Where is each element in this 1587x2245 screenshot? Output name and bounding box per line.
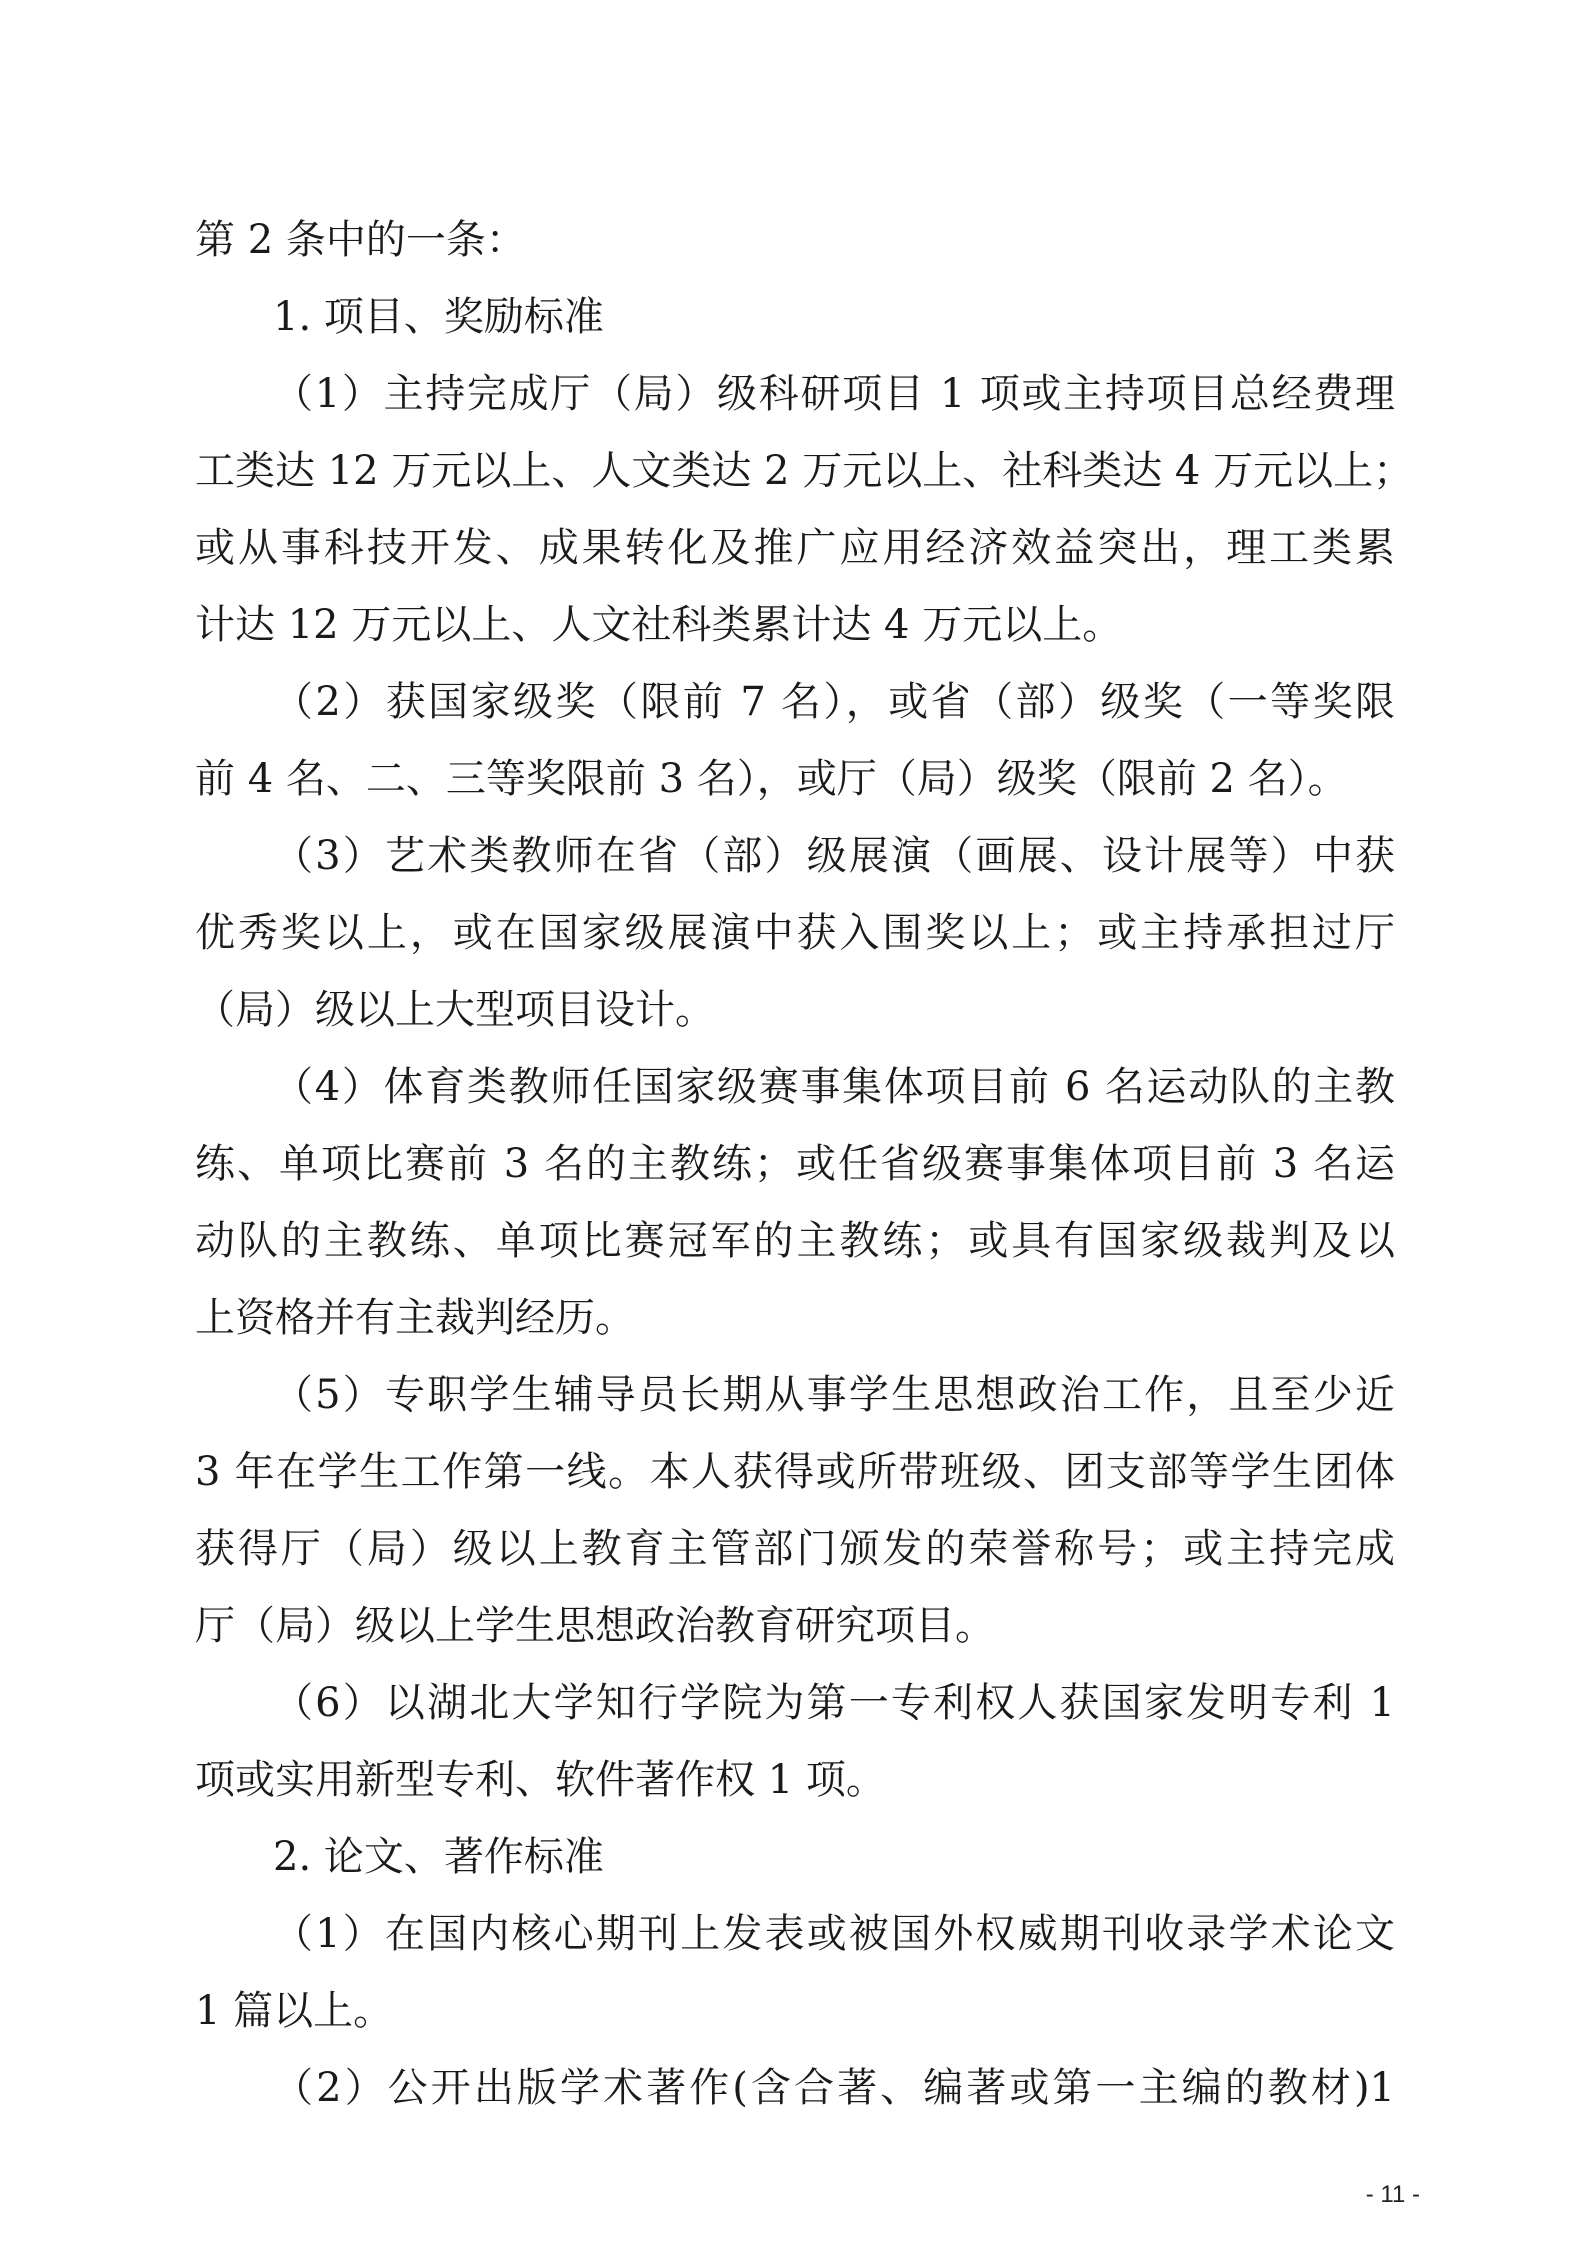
text-line: 项或实用新型专利、软件著作权 1 项。	[195, 1757, 886, 1803]
section-heading: 2. 论文、著作标准	[273, 1834, 604, 1880]
text-line: 计达 12 万元以上、人文社科类累计达 4 万元以上。	[195, 602, 1123, 648]
text-line: 动队的主教练、单项比赛冠军的主教练；或具有国家级裁判及以	[195, 1218, 1395, 1264]
text-line: 获得厅（局）级以上教育主管部门颁发的荣誉称号；或主持完成	[195, 1526, 1395, 1572]
text-line: （5）专职学生辅导员长期从事学生思想政治工作，且至少近	[273, 1372, 1395, 1418]
text-line: （2）获国家级奖（限前 7 名），或省（部）级奖（一等奖限	[273, 679, 1395, 725]
text-line: （6）以湖北大学知行学院为第一专利权人获国家发明专利 1	[273, 1680, 1395, 1726]
text-line: 上资格并有主裁判经历。	[195, 1295, 635, 1341]
text-line: （2）公开出版学术著作(含合著、编著或第一主编的教材)1	[273, 2065, 1395, 2111]
text-line: 1 篇以上。	[195, 1988, 394, 2034]
text-line: 前 4 名、二、三等奖限前 3 名），或厅（局）级奖（限前 2 名）。	[195, 756, 1348, 802]
text-line: 或从事科技开发、成果转化及推广应用经济效益突出，理工类累	[195, 525, 1395, 571]
text-line: 厅（局）级以上学生思想政治教育研究项目。	[195, 1603, 995, 1649]
section-heading: 1. 项目、奖励标准	[273, 294, 604, 340]
text-line: 工类达 12 万元以上、人文类达 2 万元以上、社科类达 4 万元以上；	[195, 448, 1414, 494]
text-line: （1）在国内核心期刊上发表或被国外权威期刊收录学术论文	[273, 1911, 1395, 1957]
text-line: （1）主持完成厅（局）级科研项目 1 项或主持项目总经费理	[273, 371, 1395, 417]
text-line: （局）级以上大型项目设计。	[195, 987, 715, 1033]
text-line: 练、单项比赛前 3 名的主教练；或任省级赛事集体项目前 3 名运	[195, 1141, 1395, 1187]
text-line: 优秀奖以上，或在国家级展演中获入围奖以上；或主持承担过厅	[195, 910, 1395, 956]
text-line: （3）艺术类教师在省（部）级展演（画展、设计展等）中获	[273, 833, 1395, 879]
text-line: （4）体育类教师任国家级赛事集体项目前 6 名运动队的主教	[273, 1064, 1395, 1110]
text-line: 第 2 条中的一条：	[195, 217, 526, 263]
page-number: - 11 -	[1365, 2181, 1420, 2208]
text-line: 3 年在学生工作第一线。本人获得或所带班级、团支部等学生团体	[195, 1449, 1395, 1495]
